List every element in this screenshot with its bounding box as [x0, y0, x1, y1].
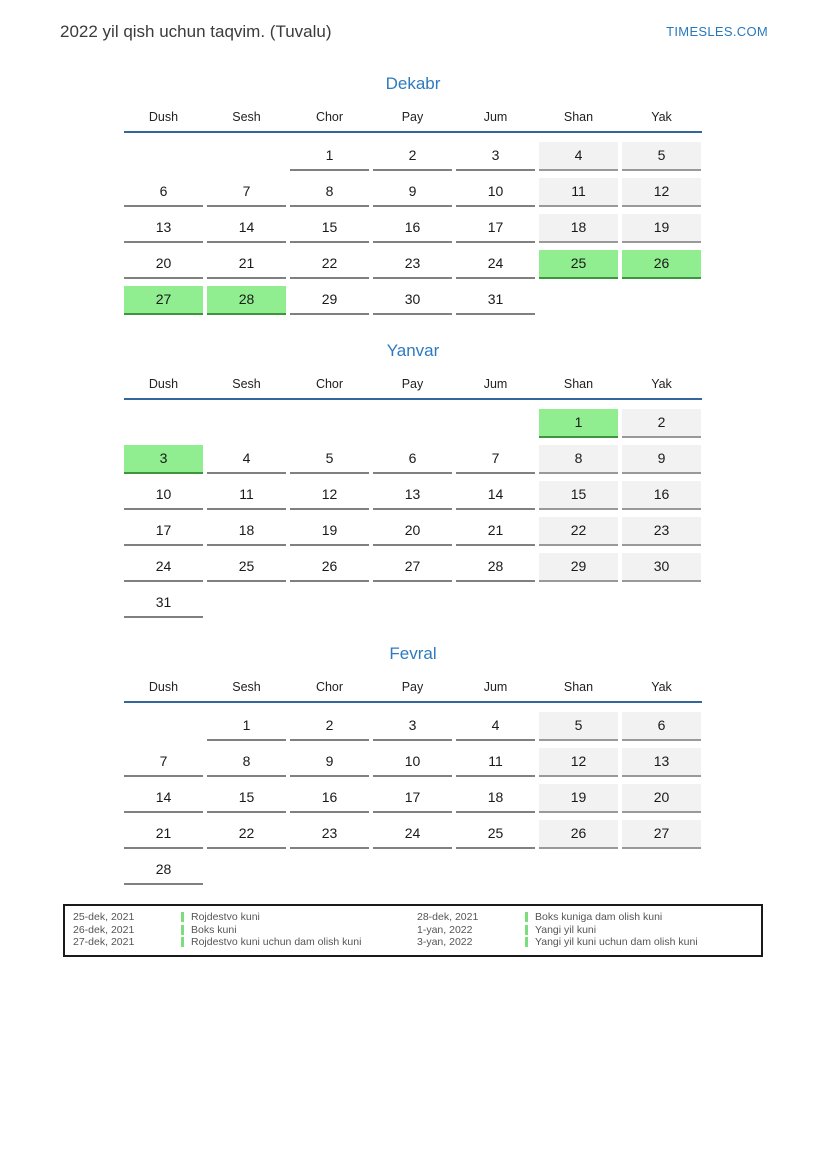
- holiday-marker-icon: [181, 912, 184, 922]
- day-cell: 10: [456, 178, 535, 207]
- holiday-marker-icon: [181, 937, 184, 947]
- day-cell: 23: [622, 517, 701, 546]
- day-cell: 30: [373, 286, 452, 315]
- day-cell: 16: [290, 784, 369, 813]
- day-cell: 14: [207, 214, 286, 243]
- day-cell-empty: [290, 409, 369, 438]
- day-cell: 8: [539, 445, 618, 474]
- day-cell-empty: [539, 286, 618, 315]
- weekday-label: Dush: [148, 377, 179, 391]
- day-cell: 14: [124, 784, 203, 813]
- day-cell: 9: [290, 748, 369, 777]
- day-cell: 21: [124, 820, 203, 849]
- month-grid: [124, 142, 702, 315]
- day-cell-empty: [373, 589, 452, 618]
- day-cell: 11: [207, 481, 286, 510]
- day-cell: 5: [290, 445, 369, 474]
- day-cell-empty: [622, 589, 701, 618]
- day-cell: 6: [622, 712, 701, 741]
- day-cell: 2: [290, 712, 369, 741]
- holiday-legend: [63, 904, 763, 957]
- legend-entry: [417, 924, 761, 937]
- day-cell-empty: [373, 856, 452, 885]
- month-title: Yanvar: [386, 341, 440, 360]
- day-cell: 20: [124, 250, 203, 279]
- day-cell-empty: [539, 589, 618, 618]
- legend-entry: [417, 911, 761, 924]
- weekday-label: Jum: [483, 110, 508, 124]
- day-cell: 28: [124, 856, 203, 885]
- day-cell: 22: [290, 250, 369, 279]
- legend-entry: [417, 936, 761, 949]
- legend-entry: [73, 924, 417, 937]
- day-cell: 13: [124, 214, 203, 243]
- weekday-label: Pay: [401, 110, 424, 124]
- day-cell: 25: [456, 820, 535, 849]
- day-cell: 2: [373, 142, 452, 171]
- month-dekabr: [124, 74, 702, 315]
- day-cell: 7: [124, 748, 203, 777]
- day-cell: 23: [290, 820, 369, 849]
- day-cell: 15: [207, 784, 286, 813]
- day-cell: 1: [207, 712, 286, 741]
- weekday-label: Yak: [651, 110, 672, 124]
- day-cell: 24: [124, 553, 203, 582]
- day-cell: 18: [207, 517, 286, 546]
- legend-label: Yangi yil kuni uchun dam olish kuni: [535, 936, 698, 949]
- day-cell: 29: [290, 286, 369, 315]
- legend-date: 1-yan, 2022: [417, 923, 473, 936]
- holiday-marker-icon: [525, 925, 528, 935]
- day-cell: 27: [622, 820, 701, 849]
- legend-label: Boks kuniga dam olish kuni: [535, 911, 663, 923]
- day-cell: 1: [290, 142, 369, 171]
- day-cell-empty: [124, 142, 203, 171]
- day-cell: 22: [539, 517, 618, 546]
- legend-label: Boks kuni: [191, 923, 237, 936]
- weekday-label: Dush: [148, 680, 179, 694]
- legend-label: Rojdestvo kuni uchun dam olish kuni: [191, 936, 362, 949]
- day-cell: 28: [456, 553, 535, 582]
- month-title: Dekabr: [385, 74, 441, 93]
- day-cell: 31: [124, 589, 203, 618]
- day-cell: 16: [373, 214, 452, 243]
- weekday-label: Chor: [315, 680, 344, 694]
- day-cell-empty: [622, 856, 701, 885]
- weekday-label: Pay: [401, 680, 424, 694]
- weekday-label: Jum: [483, 680, 508, 694]
- month-grid: [124, 409, 702, 618]
- legend-date: 25-dek, 2021: [73, 911, 135, 923]
- day-cell-empty: [290, 589, 369, 618]
- day-cell: 27: [124, 286, 203, 315]
- legend-entry: [73, 911, 417, 924]
- day-cell-empty: [207, 142, 286, 171]
- weekday-label: Sesh: [232, 377, 261, 391]
- day-cell: 8: [207, 748, 286, 777]
- day-cell-empty: [290, 856, 369, 885]
- weekday-label: Yak: [651, 377, 672, 391]
- day-cell: 17: [124, 517, 203, 546]
- day-cell: 21: [456, 517, 535, 546]
- day-cell: 13: [622, 748, 701, 777]
- day-cell: 26: [622, 250, 701, 279]
- weekday-label: Pay: [401, 377, 424, 391]
- day-cell: 15: [290, 214, 369, 243]
- day-cell: 28: [207, 286, 286, 315]
- day-cell: 9: [622, 445, 701, 474]
- day-cell: 11: [456, 748, 535, 777]
- weekday-label: Shan: [563, 680, 594, 694]
- day-cell: 17: [373, 784, 452, 813]
- day-cell: 18: [539, 214, 618, 243]
- day-cell: 23: [373, 250, 452, 279]
- day-cell: 14: [456, 481, 535, 510]
- weekday-header-row: [124, 110, 702, 133]
- day-cell: 26: [539, 820, 618, 849]
- weekday-label: Sesh: [232, 110, 261, 124]
- day-cell: 25: [207, 553, 286, 582]
- month-title: Fevral: [389, 644, 437, 663]
- holiday-marker-icon: [525, 937, 528, 947]
- day-cell: 22: [207, 820, 286, 849]
- day-cell: 10: [373, 748, 452, 777]
- day-cell-empty: [207, 589, 286, 618]
- day-cell-empty: [124, 409, 203, 438]
- day-cell-empty: [456, 409, 535, 438]
- day-cell-empty: [207, 409, 286, 438]
- day-cell: 26: [290, 553, 369, 582]
- day-cell: 12: [539, 748, 618, 777]
- day-cell: 31: [456, 286, 535, 315]
- day-cell: 7: [456, 445, 535, 474]
- day-cell: 4: [456, 712, 535, 741]
- site-link[interactable]: TIMESLES.COM: [666, 24, 768, 39]
- day-cell-empty: [622, 286, 701, 315]
- legend-date: 27-dek, 2021: [73, 936, 135, 949]
- day-cell: 30: [622, 553, 701, 582]
- weekday-label: Sesh: [232, 680, 261, 694]
- day-cell: 5: [539, 712, 618, 741]
- day-cell: 20: [373, 517, 452, 546]
- day-cell: 20: [622, 784, 701, 813]
- day-cell: 3: [124, 445, 203, 474]
- calendar-months: [0, 74, 827, 885]
- day-cell: 19: [539, 784, 618, 813]
- day-cell: 15: [539, 481, 618, 510]
- weekday-header-row: [124, 680, 702, 703]
- day-cell-empty: [456, 856, 535, 885]
- day-cell-empty: [373, 409, 452, 438]
- day-cell: 6: [124, 178, 203, 207]
- day-cell: 27: [373, 553, 452, 582]
- legend-date: 28-dek, 2021: [417, 911, 479, 923]
- legend-entry: [73, 936, 417, 949]
- day-cell: 4: [539, 142, 618, 171]
- day-cell: 5: [622, 142, 701, 171]
- day-cell: 19: [622, 214, 701, 243]
- day-cell: 12: [622, 178, 701, 207]
- day-cell: 10: [124, 481, 203, 510]
- day-cell: 29: [539, 553, 618, 582]
- legend-label: Rojdestvo kuni: [191, 911, 260, 923]
- weekday-label: Chor: [315, 377, 344, 391]
- day-cell-empty: [124, 712, 203, 741]
- weekday-label: Dush: [148, 110, 179, 124]
- legend-date: 26-dek, 2021: [73, 923, 135, 936]
- day-cell: 6: [373, 445, 452, 474]
- page-header: [0, 0, 827, 44]
- day-cell: 3: [456, 142, 535, 171]
- day-cell: 1: [539, 409, 618, 438]
- day-cell-empty: [207, 856, 286, 885]
- weekday-label: Yak: [651, 680, 672, 694]
- day-cell: 19: [290, 517, 369, 546]
- day-cell-empty: [456, 589, 535, 618]
- day-cell: 8: [290, 178, 369, 207]
- weekday-label: Shan: [563, 110, 594, 124]
- day-cell: 21: [207, 250, 286, 279]
- page-title: 2022 yil qish uchun taqvim. (Tuvalu): [60, 22, 332, 41]
- month-grid: [124, 712, 702, 885]
- day-cell: 16: [622, 481, 701, 510]
- day-cell: 3: [373, 712, 452, 741]
- day-cell: 24: [373, 820, 452, 849]
- day-cell: 17: [456, 214, 535, 243]
- month-yanvar: [124, 341, 702, 618]
- day-cell: 7: [207, 178, 286, 207]
- holiday-marker-icon: [525, 912, 528, 922]
- weekday-label: Chor: [315, 110, 344, 124]
- day-cell: 18: [456, 784, 535, 813]
- weekday-label: Jum: [483, 377, 508, 391]
- day-cell: 13: [373, 481, 452, 510]
- month-fevral: [124, 644, 702, 885]
- day-cell: 9: [373, 178, 452, 207]
- holiday-marker-icon: [181, 925, 184, 935]
- day-cell: 25: [539, 250, 618, 279]
- day-cell: 11: [539, 178, 618, 207]
- legend-date: 3-yan, 2022: [417, 936, 473, 949]
- day-cell: 2: [622, 409, 701, 438]
- day-cell: 12: [290, 481, 369, 510]
- weekday-header-row: [124, 377, 702, 400]
- weekday-label: Shan: [563, 377, 594, 391]
- day-cell-empty: [539, 856, 618, 885]
- day-cell: 24: [456, 250, 535, 279]
- day-cell: 4: [207, 445, 286, 474]
- legend-label: Yangi yil kuni: [535, 923, 597, 936]
